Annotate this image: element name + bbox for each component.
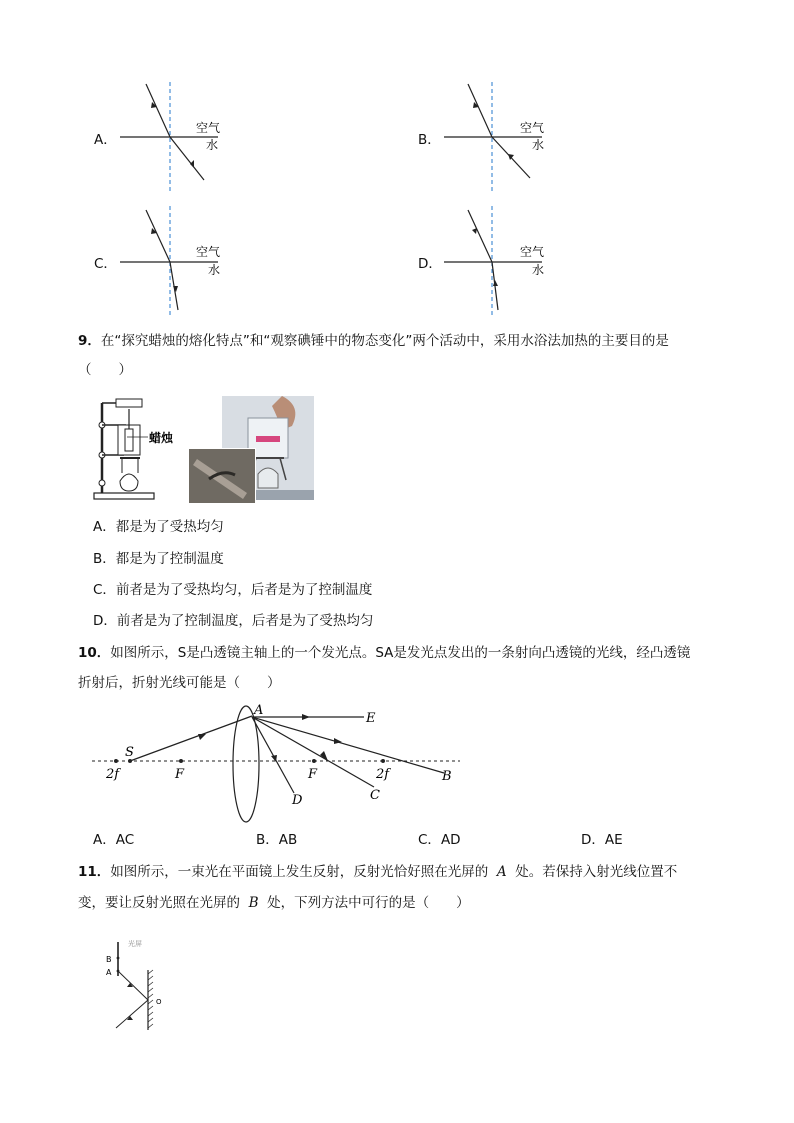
q10-label-2f-right: 2f <box>376 767 390 782</box>
q8-option-a-letter: A． <box>94 132 117 148</box>
q11-label-b: B <box>106 955 112 964</box>
q8-d-air-label: 空气 <box>520 245 545 259</box>
q10-option-b: B．AB <box>256 832 298 848</box>
q9-option-a: A．都是为了受热均匀 <box>93 519 224 535</box>
q10-option-a: A．AC <box>93 832 135 848</box>
q11-point-b: B <box>248 895 259 911</box>
q10-option-d: D．AE <box>581 832 623 848</box>
q8-b-air-label: 空气 <box>520 121 545 135</box>
q8-option-b-diagram <box>442 82 562 194</box>
q10-text-line2: 折射后，折射光线可能是（ ） <box>78 675 281 691</box>
q8-a-air-label: 空气 <box>196 121 221 135</box>
q10-text-line1: 如图所示，S是凸透镜主轴上的一个发光点。SA是发光点发出的一条射向凸透镜的光线，经凸透镜 <box>110 645 691 661</box>
q8-d-water-label: 水 <box>532 263 545 277</box>
q10-label-f-right: F <box>308 767 318 782</box>
q10-label-c: C <box>370 788 380 803</box>
q11-screen-label: 光屏 <box>128 940 142 948</box>
q10-label-d: D <box>292 793 303 808</box>
q8-option-d-diagram <box>442 206 562 318</box>
q10-number: 10 <box>78 645 97 661</box>
q9-option-d: D．前者是为了控制温度，后者是为了受热均匀 <box>93 613 374 629</box>
q9-text-line2: （ ） <box>78 362 132 378</box>
q11-mirror-diagram <box>100 936 180 1036</box>
q11-text-line2-b: 处，下列方法中可行的是（ ） <box>267 895 470 911</box>
q9-iodine-tube-photo <box>188 448 256 504</box>
q8-a-water-label: 水 <box>206 138 219 152</box>
q9-apparatus-figure <box>92 395 190 503</box>
q8-b-water-label: 水 <box>532 138 545 152</box>
q9-number: 9 <box>78 333 88 349</box>
q11-text-line2-a: 变，要让反射光照在光屏的 <box>78 895 240 911</box>
q11-point-a: A <box>496 864 507 880</box>
q8-c-water-label: 水 <box>208 263 221 277</box>
q10-label-2f-left: 2f <box>106 767 120 782</box>
q9-text-line1: 在“探究蜡烛的熔化特点”和“观察碘锤中的物态变化”两个活动中，采用水浴法加热的主要目的是 <box>100 333 669 349</box>
q11-label-o: O <box>156 998 162 1006</box>
q8-option-c-diagram <box>118 206 238 318</box>
q11-text-line1-b: 处。若保持入射光线位置不 <box>515 864 678 880</box>
q9-option-b: B．都是为了控制温度 <box>93 551 224 567</box>
q11-label-a: A <box>106 968 112 977</box>
q10-label-b: B <box>442 769 452 784</box>
q8-option-b-letter: B． <box>418 132 441 148</box>
q10-label-a: A <box>254 703 264 718</box>
q9-option-c: C．前者是为了受热均匀，后者是为了控制温度 <box>93 582 373 598</box>
q10-option-c: C．AD <box>418 832 461 848</box>
q8-option-a-diagram <box>118 82 238 194</box>
q10-label-f-left: F <box>175 767 185 782</box>
q11-number: 11 <box>78 864 97 880</box>
q8-option-d-letter: D． <box>418 256 442 272</box>
q8-c-air-label: 空气 <box>196 245 221 259</box>
q9-candle-label: 蜡烛 <box>149 431 174 445</box>
q10-label-e: E <box>366 711 376 726</box>
q11-text-line1-a: 如图所示，一束光在平面镜上发生反射，反射光恰好照在光屏的 <box>110 864 489 880</box>
q10-lens-diagram <box>88 700 468 826</box>
q10-label-s: S <box>125 745 134 760</box>
q8-option-c-letter: C． <box>94 256 117 272</box>
